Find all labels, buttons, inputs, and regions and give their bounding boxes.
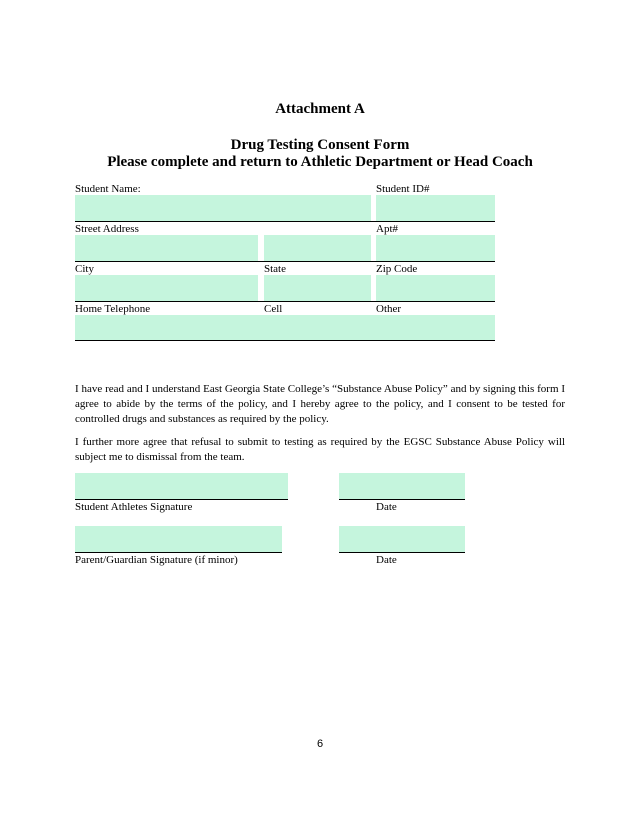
other-label: Other	[376, 303, 402, 315]
dismissal-paragraph: I further more agree that refusal to submit to testing as required by the EGSC Substance Abuse Policy will subject me to dismissal from the team.	[75, 436, 565, 463]
signature-line	[75, 552, 282, 553]
divider	[75, 261, 495, 262]
street-address-label: Street Address	[75, 223, 139, 235]
signature-line	[75, 499, 288, 500]
zip-code-label: Zip Code	[376, 263, 418, 275]
parent-signature-input[interactable]	[75, 526, 282, 552]
street-address-input-2[interactable]	[264, 235, 371, 261]
form-title: Drug Testing Consent Form	[230, 137, 410, 153]
parent-date-label: Date	[376, 554, 397, 566]
zip-code-input[interactable]	[376, 275, 495, 301]
student-date-label: Date	[376, 501, 397, 513]
student-signature-label: Student Athletes Signature	[75, 501, 193, 513]
student-date-input[interactable]	[339, 473, 465, 499]
city-input[interactable]	[75, 275, 258, 301]
state-input[interactable]	[264, 275, 371, 301]
student-signature-input[interactable]	[75, 473, 288, 499]
divider	[75, 340, 495, 341]
date-line	[339, 499, 465, 500]
city-label: City	[75, 263, 94, 275]
parent-signature-label: Parent/Guardian Signature (if minor)	[75, 554, 238, 566]
student-name-label: Student Name:	[75, 183, 141, 195]
state-label: State	[264, 263, 286, 275]
parent-date-input[interactable]	[339, 526, 465, 552]
date-line	[339, 552, 465, 553]
apt-input[interactable]	[376, 235, 495, 261]
divider	[75, 221, 495, 222]
home-telephone-label: Home Telephone	[75, 303, 151, 315]
attachment-heading: Attachment A	[275, 101, 365, 117]
student-id-label: Student ID#	[376, 183, 430, 195]
student-id-input[interactable]	[376, 195, 495, 221]
student-name-input[interactable]	[75, 195, 371, 221]
telephone-input[interactable]	[75, 315, 495, 340]
street-address-input[interactable]	[75, 235, 258, 261]
page-number: 6	[316, 738, 324, 750]
divider	[75, 301, 495, 302]
agreement-paragraph: I have read and I understand East Georgia State College’s “Substance Abuse Policy” and by signing this form I agree to abide by the terms of the policy, and I hereby agree to the policy, and I consent to be tested for controlled drugs and substances as required by the policy.	[75, 383, 565, 425]
cell-label: Cell	[264, 303, 283, 315]
apt-label: Apt#	[376, 223, 398, 235]
form-subtitle: Please complete and return to Athletic Department or Head Coach	[107, 154, 533, 170]
